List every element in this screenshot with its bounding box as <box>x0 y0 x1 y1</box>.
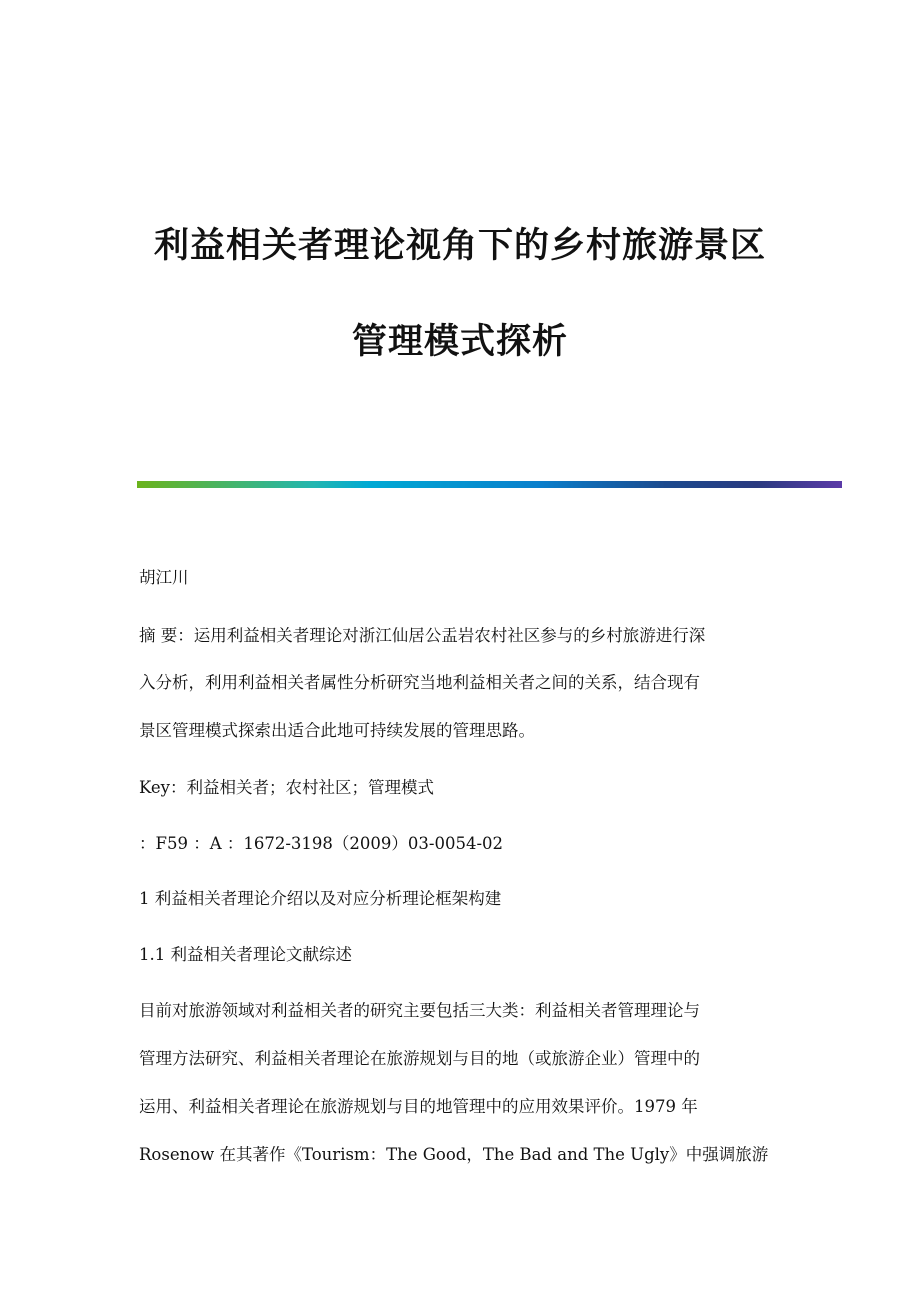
body-line: 目前对旅游领域对利益相关者的研究主要包括三大类：利益相关者管理理论与 <box>139 1001 700 1020</box>
section-heading-1: 1 利益相关者理论介绍以及对应分析理论框架构建 <box>139 889 502 908</box>
body-line: Rosenow 在其著作《Tourism：The Good，The Bad and The Ugly》中强调旅游 <box>139 1145 769 1164</box>
author: 胡江川 <box>139 568 189 587</box>
abstract-line: 景区管理模式探索出适合此地可持续发展的管理思路。 <box>139 721 535 740</box>
classification: ：F59 ：A ：1672-3198（2009）03-0054-02 <box>139 834 504 853</box>
title-line-1: 利益相关者理论视角下的乡村旅游景区 <box>153 226 766 266</box>
keywords: Key：利益相关者；农村社区；管理模式 <box>139 778 434 797</box>
body-line: 运用、利益相关者理论在旅游规划与目的地管理中的应用效果评价。1979 年 <box>139 1097 698 1116</box>
abstract-line: 入分析，利用利益相关者属性分析研究当地利益相关者之间的关系，结合现有 <box>139 673 700 692</box>
gradient-divider <box>137 481 842 488</box>
body-line: 管理方法研究、利益相关者理论在旅游规划与目的地（或旅游企业）管理中的 <box>139 1049 700 1068</box>
section-heading-1-1: 1.1 利益相关者理论文献综述 <box>139 945 352 964</box>
abstract-line: 摘 要：运用利益相关者理论对浙江仙居公盂岩农村社区参与的乡村旅游进行深 <box>139 626 706 645</box>
title-line-2: 管理模式探析 <box>351 322 568 362</box>
